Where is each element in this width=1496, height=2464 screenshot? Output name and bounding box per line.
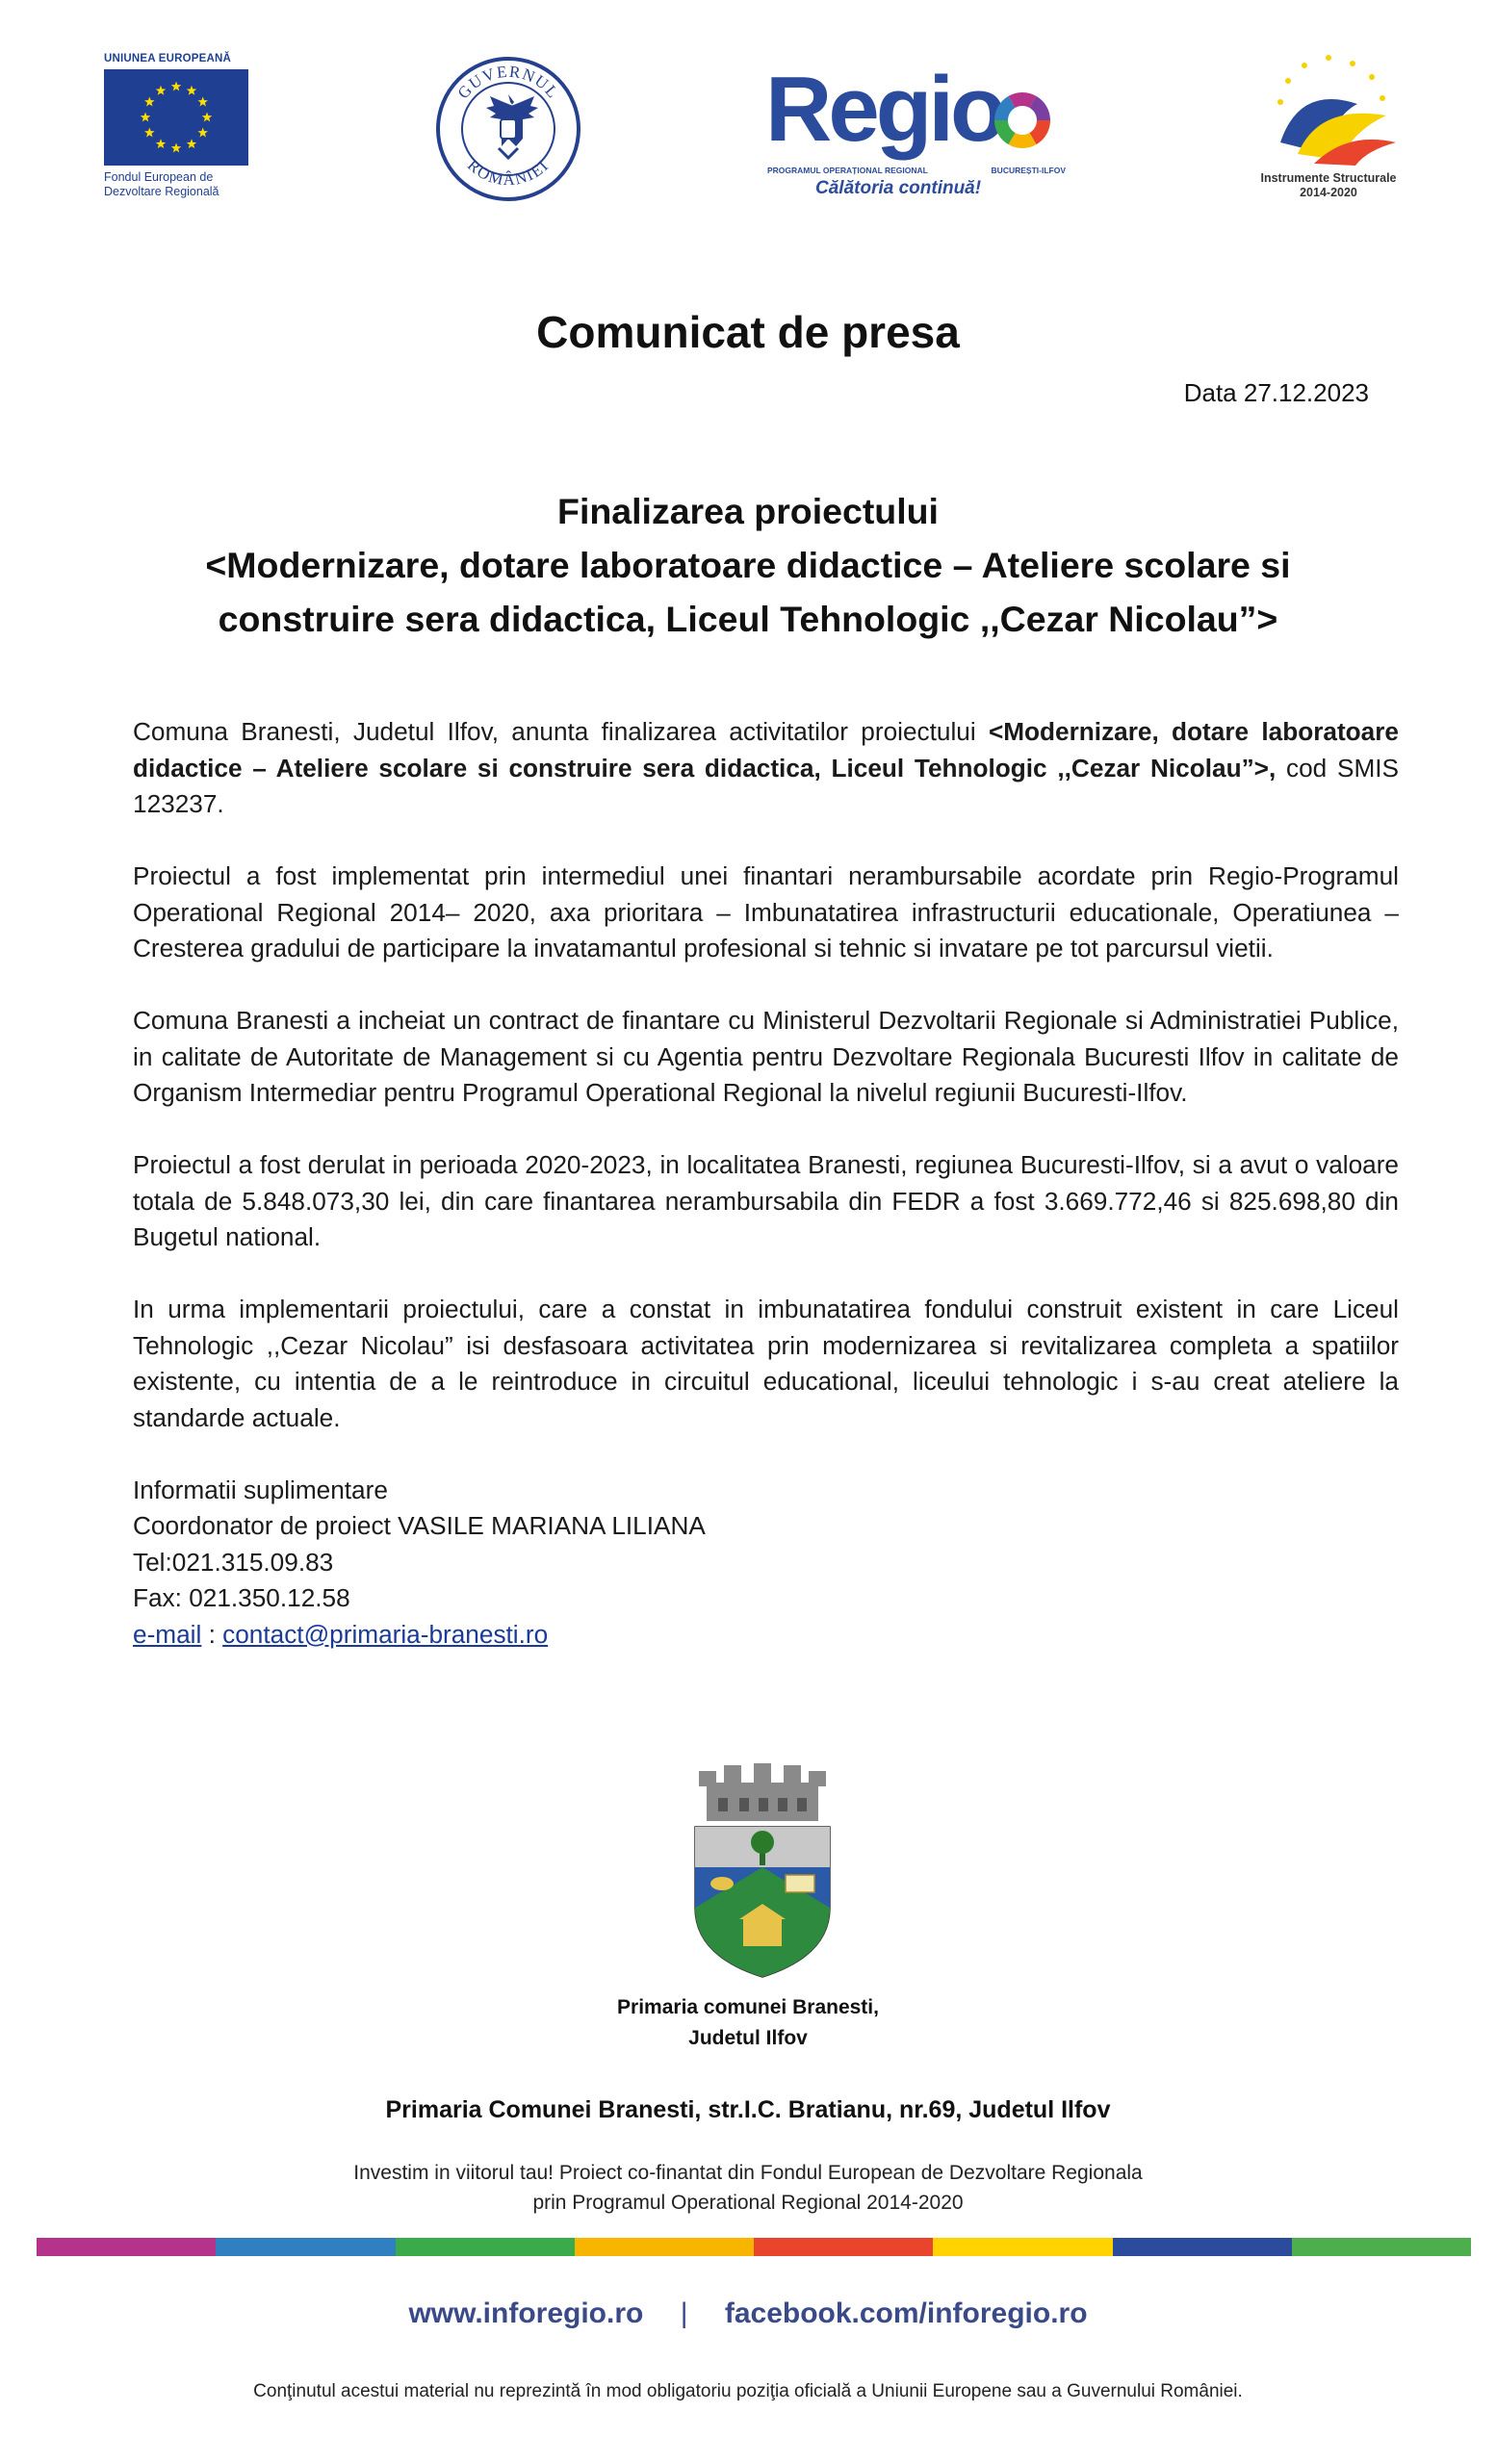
eu-star-icon: [156, 139, 166, 148]
color-bar-segment: [396, 2238, 575, 2256]
paragraph-intro: Comuna Branesti, Judetul Ilfov, anunta finalizarea activitatilor proiectului <Modernizare, dotare laboratoare didactice – Ateliere scolare si construire sera didactica, Liceul Tehnologic ,,Cezar Nicolau”>, cod SMIS 123237.: [133, 717, 1399, 818]
paragraph-funding: Proiectul a fost implementat prin intermediul unei finantari nerambursabile acordate prin Regio-Programul Operational Regional 2014– 2020, axa prioritara – Imbunatatirea infrastructurii educationale, Operatiunea – Cresterea gradului de participare la invatamantul profesional si tehnic si invatare pe tot parcursul vietii.: [133, 861, 1399, 962]
color-bar-segment: [37, 2238, 216, 2256]
color-bar-segment: [1113, 2238, 1292, 2256]
guvernul-romaniei-seal-icon: [435, 56, 581, 202]
contact-phone: Tel:021.315.09.83: [133, 1547, 334, 1577]
funding-note: Investim in viitorul tau! Proiect co-finantat din Fondul European de Dezvoltare Regionala prin Programul Operational Regional 2014-2020: [353, 2162, 1143, 2214]
eu-star-icon: [202, 113, 212, 122]
disclaimer: Conţinutul acestui material nu reprezintă în mod obligatoriu poziţia oficială a Uniunii Europene sau a Guvernului României.: [253, 2381, 1243, 2401]
eu-star-icon: [171, 143, 181, 153]
eu-star-icon: [187, 139, 196, 148]
svg-text:ROMÂNIEI: ROMÂNIEI: [464, 155, 553, 190]
address-line: Primaria Comunei Branesti, str.I.C. Bratianu, nr.69, Judetul Ilfov: [385, 2096, 1111, 2123]
color-bar-segment: [216, 2238, 395, 2256]
color-bar-segment: [575, 2238, 754, 2256]
project-heading-line: Finalizarea proiectului: [557, 491, 939, 531]
eu-logo: [104, 53, 256, 199]
eu-star-icon: [171, 82, 181, 91]
instrumente-structurale-label: Instrumente Structurale 2014-2020: [1260, 171, 1397, 199]
eu-star-icon: [156, 86, 166, 95]
crest-caption: Primaria comunei Branesti, Judetul Ilfov: [617, 1996, 879, 2049]
footer-links: [0, 2297, 1496, 2330]
email-label-link[interactable]: e-mail: [133, 1619, 202, 1649]
branesti-coat-of-arms-icon: [685, 1763, 839, 1985]
contact-email-line: e-mail : contact@primaria-branesti.ro: [133, 1619, 549, 1649]
contact-fax: Fax: 021.350.12.58: [133, 1583, 350, 1612]
eu-logo-title: UNIUNEA EUROPEANĂ: [104, 53, 232, 64]
paragraph-results: In urma implementarii proiectului, care a constat in imbunatatirea fondului construit existent in care Liceul Tehnologic ,,Cezar Nicolau” isi desfasoara activitatea prin modernizarea si revitalizarea completa a spatiilor existente, cu intentia de a le reintroduce in circuitul educational, liceului tehnologic i s-au creat ateliere la standarde actuale.: [133, 1295, 1399, 1432]
regio-color-bar: [37, 2238, 1471, 2256]
regio-logo: [765, 58, 1073, 204]
footer-separator: |: [680, 2297, 688, 2329]
color-bar-segment: [933, 2238, 1112, 2256]
regio-tagline: Călătoria continuă!: [815, 178, 982, 198]
eu-star-icon: [141, 113, 150, 122]
inforegio-website-link[interactable]: www.inforegio.ro: [408, 2297, 644, 2329]
eu-star-icon: [144, 97, 154, 107]
color-bar-segment: [1292, 2238, 1471, 2256]
paragraph-budget: Proiectul a fost derulat in perioada 2020-2023, in localitatea Branesti, regiunea Bucuresti-Ilfov, si a avut o valoare totala de 5.848.073,30 lei, din care finantarea nerambursabila din FEDR a fost 3.669.772,46 si 825.698,80 din Bugetul national.: [133, 1150, 1399, 1251]
instrumente-structurale-icon: [1242, 46, 1415, 171]
paragraph-contract: Comuna Branesti a incheiat un contract de finantare cu Ministerul Dezvoltarii Regionale si Administratiei Publice, in calitate de Autoritate de Management si cu Agentia pentru Dezvoltare Regionala Bucuresti Ilfov in calitate de Organism Intermediar pentru Programul Operational Regional la nivelul regiunii Bucuresti-Ilfov.: [133, 1006, 1399, 1107]
eu-star-icon: [187, 86, 196, 95]
instrumente-structurale-logo: [1242, 46, 1415, 210]
contact-block: [133, 1473, 1399, 1654]
eu-star-icon: [144, 128, 154, 138]
eu-star-icon: [197, 128, 207, 138]
regio-program-label: PROGRAMUL OPERAȚIONAL REGIONAL: [767, 166, 928, 175]
eu-logo-caption: Fondul European de Dezvoltare Regională: [104, 170, 219, 198]
eu-flag-icon: [104, 69, 248, 166]
project-heading-line: construire sera didactica, Liceul Tehnologic ,,Cezar Nicolau”>: [218, 599, 1278, 639]
document-date: Data 27.12.2023: [1183, 378, 1369, 407]
regio-color-ring-icon: [993, 90, 1052, 150]
regio-region-label: BUCUREȘTI-ILFOV: [991, 166, 1066, 175]
regio-wordmark: Regio: [765, 58, 1003, 161]
project-heading-line: <Modernizare, dotare laboratoare didactice – Ateliere scolare si: [205, 545, 1291, 585]
contact-info-label: Informatii suplimentare: [133, 1475, 388, 1504]
page-title: Comunicat de presa: [536, 307, 960, 357]
eu-star-icon: [197, 97, 207, 107]
email-link[interactable]: contact@primaria-branesti.ro: [222, 1619, 549, 1649]
svg-text:GUVERNUL: GUVERNUL: [453, 62, 563, 103]
inforegio-facebook-link[interactable]: facebook.com/inforegio.ro: [724, 2297, 1088, 2329]
project-name: <Modernizare, dotare laboratoare didactice – Ateliere scolare si construire sera didactica, Liceul Tehnologic ,,Cezar Nicolau”>,: [133, 717, 1399, 783]
color-bar-segment: [754, 2238, 933, 2256]
press-release-body: [133, 714, 1399, 1653]
contact-coordinator: Coordonator de proiect VASILE MARIANA LILIANA: [133, 1511, 706, 1540]
project-heading: [116, 484, 1380, 646]
